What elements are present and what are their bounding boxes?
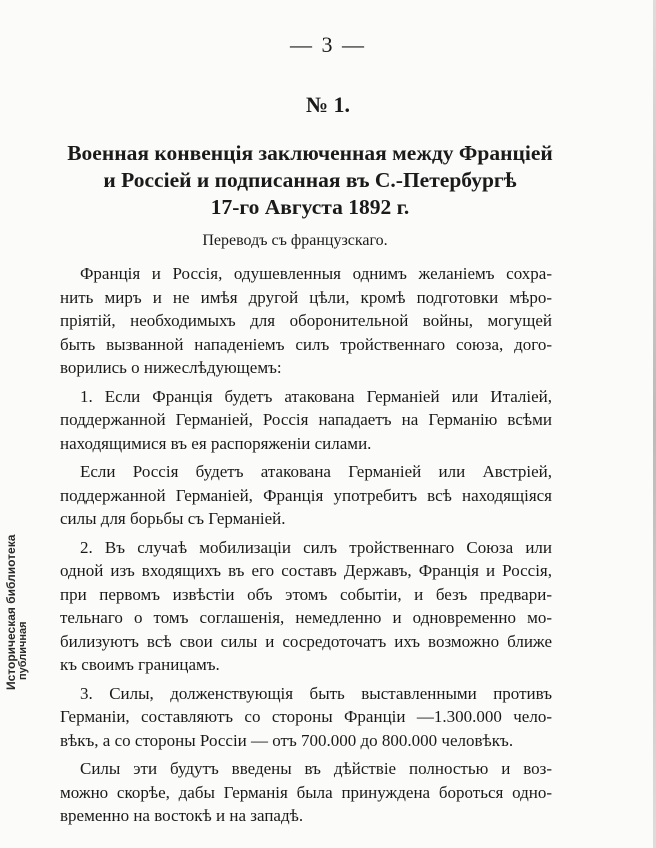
body-line: Германіи, составляютъ со стороны Франціи —1.300.000 чело- bbox=[60, 707, 552, 726]
body-line: можно скорѣе, дабы Германія была принуждена бороться одно- bbox=[60, 782, 552, 802]
body-line: 3. Силы, долженствующія быть выставленными противъ bbox=[80, 683, 552, 703]
translation-note: Переводъ съ французскаго. bbox=[202, 232, 388, 249]
document-number: № 1. bbox=[305, 92, 351, 117]
title-line: и Россіей и подписанная въ С.-Петербургѣ bbox=[103, 168, 517, 192]
body-line: Если Россія будетъ атакована Германіей или Австріей, bbox=[80, 462, 552, 481]
body-line: Франція и Россія, одушевленныя однимъ желаніемъ сохра- bbox=[80, 264, 552, 283]
title-line: 17-го Августа 1892 г. bbox=[210, 195, 410, 219]
body-line: поддержанной Германіей, Россія нападаетъ на Германію всѣми bbox=[60, 410, 552, 429]
body-line: при первомъ извѣстіи объ этомъ событіи, и безъ предвари- bbox=[60, 584, 552, 604]
body-line: билизуютъ всѣ свои силы и сосредоточатъ ихъ возможно ближе bbox=[60, 631, 552, 651]
body-line: къ своимъ границамъ. bbox=[60, 655, 220, 674]
body-line: силы для борьбы съ Германіей. bbox=[60, 509, 286, 528]
body-line: нить миръ и не имѣя другой цѣли, кромѣ подготовки мѣро- bbox=[60, 287, 552, 307]
document-body bbox=[60, 262, 552, 828]
body-line: 1. Если Франція будетъ атакована Германіей или Италіей, bbox=[80, 386, 552, 406]
body-line: вѣкъ, а со стороны Россіи — отъ 700.000 до 800.000 человѣкъ. bbox=[60, 730, 514, 750]
document-title bbox=[30, 140, 590, 221]
body-line: Силы эти будутъ введены въ дѣйствіе полностью и воз- bbox=[80, 759, 552, 778]
body-line: временно на востокѣ и на западѣ. bbox=[60, 806, 304, 825]
body-line: поддержанной Германіей, Франція употребитъ всѣ находящіяся bbox=[60, 485, 552, 505]
title-line: Военная конвенція заключенная между Франціей bbox=[67, 141, 553, 165]
body-line: пріятій, необходимыхъ для оборонительной войны, могущей bbox=[60, 311, 552, 330]
body-line: тельнаго о томъ соглашенія, немедленно и одновременно мо- bbox=[60, 608, 552, 627]
body-line: 2. Въ случаѣ мобилизаціи силъ тройственнаго Союза или bbox=[80, 537, 552, 557]
body-line: одной изъ входящихъ въ его составъ Державъ, Франція и Россія, bbox=[60, 561, 552, 580]
body-line: находящимися въ ея распоряженіи силами. bbox=[60, 433, 372, 453]
stamp-text: Историческая библиотека bbox=[4, 534, 18, 690]
library-stamp bbox=[0, 440, 40, 700]
body-line: ворились о нижеслѣдующемъ: bbox=[60, 358, 282, 377]
stamp-text: публичная bbox=[17, 621, 29, 680]
page-number: — 3 — bbox=[290, 32, 366, 57]
body-line: быть вызванной нападеніемъ силъ тройственнаго союза, дого- bbox=[60, 334, 552, 354]
